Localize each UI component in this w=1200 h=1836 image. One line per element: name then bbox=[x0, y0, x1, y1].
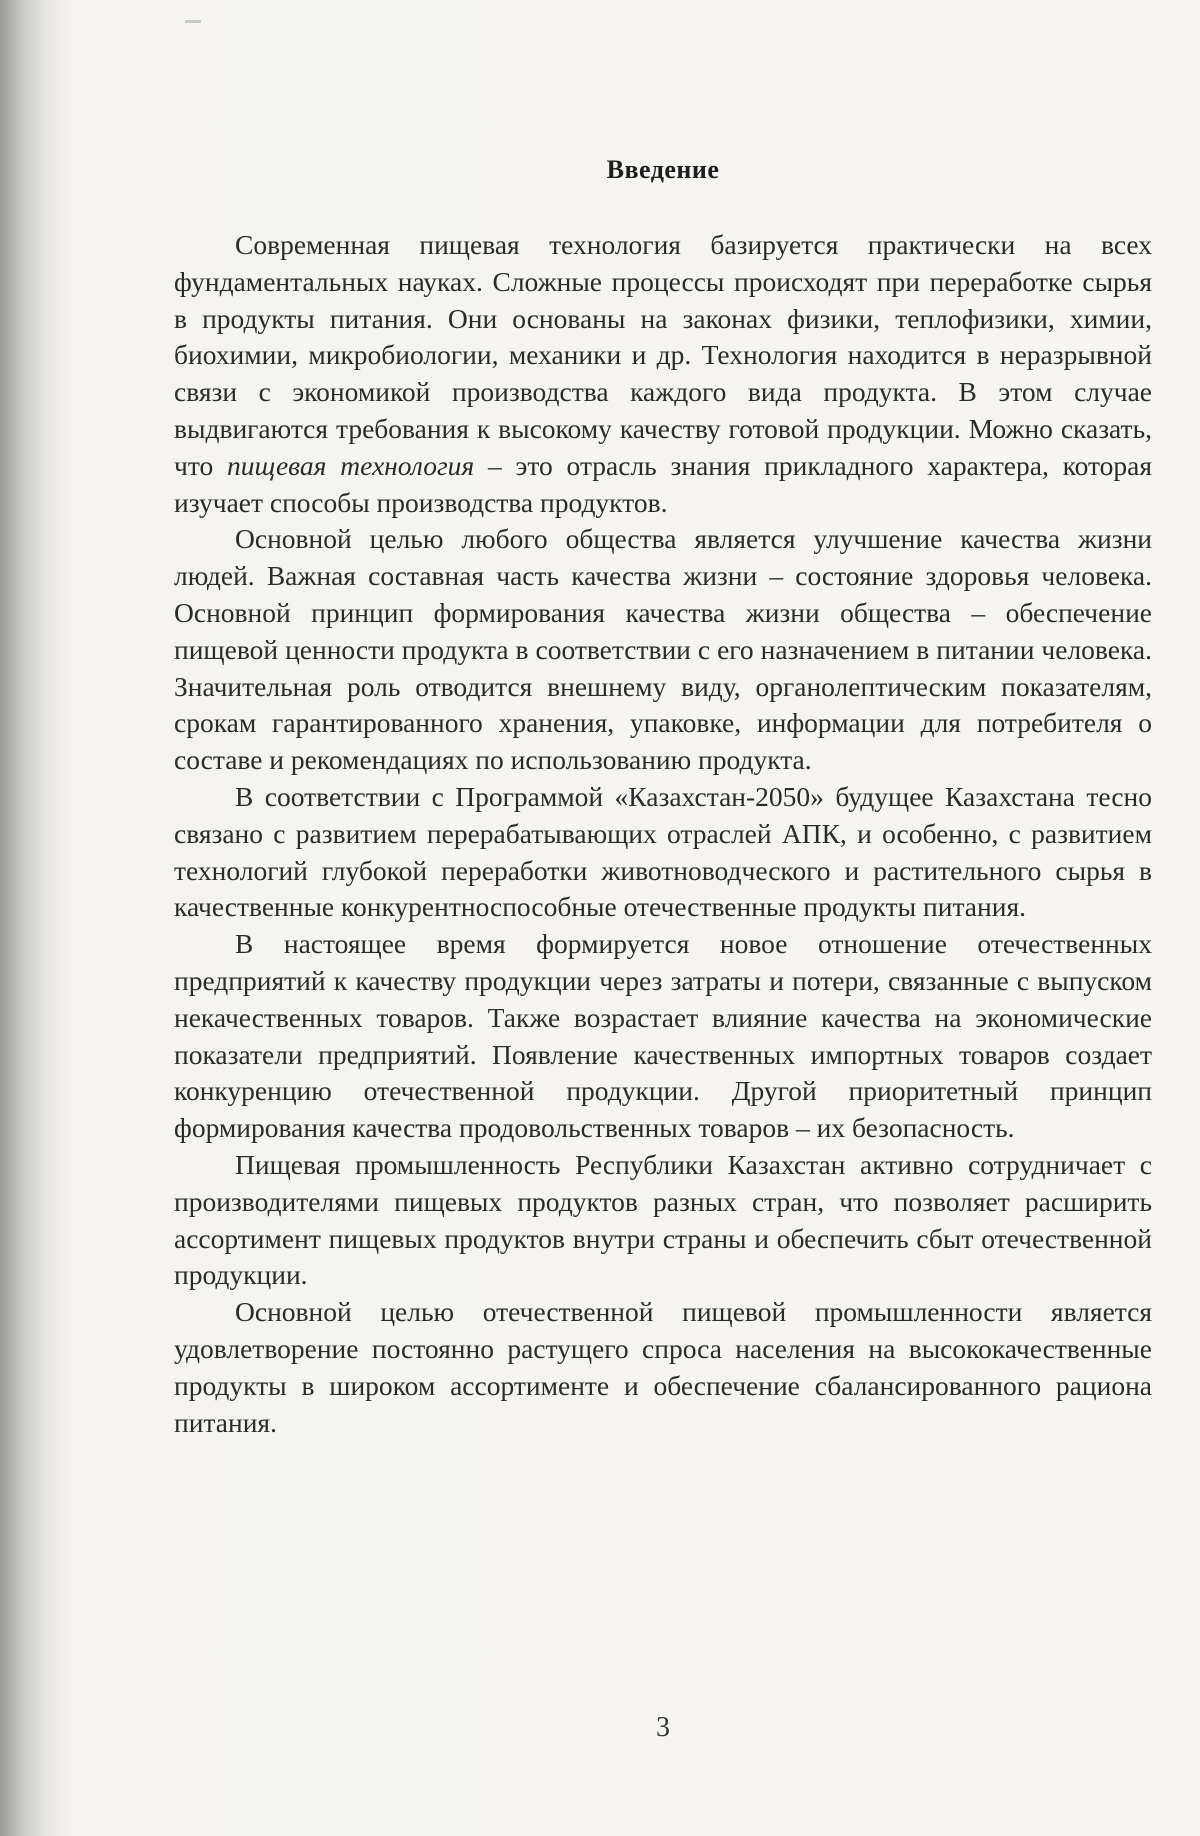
paragraph-6: Основной целью отечественной пищевой промышленности является удовлетворение постоянно растущего спроса населения на высококачественные продукты в широком ассортименте и обеспечение сбалансированного рациона питания. bbox=[174, 1296, 1152, 1438]
body-text bbox=[174, 227, 1152, 1441]
paragraph-5: Пищевая промышленность Республики Казахстан активно сотрудничает с производителями пищевых продуктов разных стран, что позволяет расширить ассортимент пищевых продуктов внутри страны и обеспечить сбыт отечественной продукции. bbox=[174, 1148, 1152, 1291]
paragraph-3: В соответствии с Программой «Казахстан-2050» будущее Казахстана тесно связано с развитием перерабатывающих отраслей АПК, и особенно, с развитием технологий глубокой переработки животноводческого и растительного сырья в качественные конкурентноспособные отечественные продукты питания. bbox=[174, 780, 1152, 923]
paragraph-4: В настоящее время формируется новое отношение отечественных предприятий к качеству продукции через затраты и потери, связанные с выпуском некачественных товаров. Также возрастает влияние качества на экономические показатели предприятий. Появление качественных импортных товаров создает конкуренцию отечественной продукции. Другой приоритетный принцип формирования качества продовольственных товаров – их безопасность. bbox=[174, 928, 1152, 1144]
page-content bbox=[174, 0, 1152, 1836]
page-title: Введение bbox=[606, 155, 720, 184]
paragraph-2: Основной целью любого общества является улучшение качества жизни людей. Важная составная часть качества жизни – состояние здоровья человека. Основной принцип формирования качества жизни общества – обеспечение пищевой ценности продукта в соответствии с его назначением в питании человека. Значительная роль отводится внешнему виду, органолептическим показателям, срокам гарантированного хранения, упаковке, информации для потребителя о составе и рекомендациях по использованию продукта. bbox=[174, 523, 1152, 776]
paragraph-1-text-start: Современная пищевая технология базируется практически на всех фундаментальных науках. Сложные процессы происходят при переработке сырья в продукты питания. Они основаны на законах физики, теплофизики, химии, биохимии, микробиологии, механики и др. Технология находится в неразрывной связи с экономикой производства каждого вида продукта. В этом случае выдвигаются требования к высокому качеству готовой продукции. Можно сказать, что bbox=[174, 229, 1152, 481]
paragraph-1 bbox=[174, 227, 1152, 521]
paragraph-1-text-end: – это отрасль знания прикладного характера, которая изучает способы производства продуктов. bbox=[174, 449, 1152, 518]
page-number: 3 bbox=[656, 1712, 670, 1743]
emphasized-term: пищевая технология bbox=[227, 449, 475, 481]
